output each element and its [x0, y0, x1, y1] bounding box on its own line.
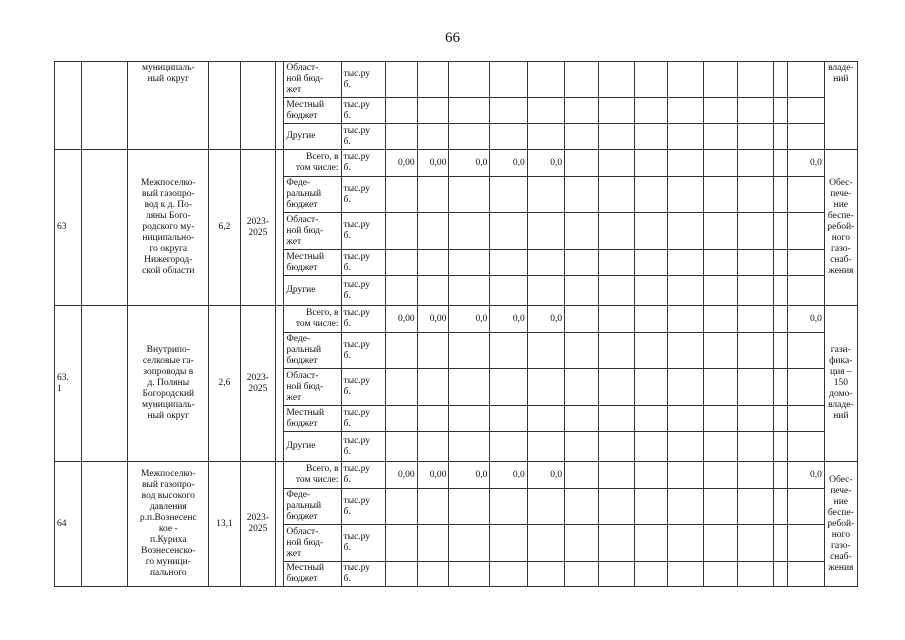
- value-cell: [490, 124, 527, 150]
- value-cell: [417, 562, 449, 587]
- value-cell: [565, 432, 598, 462]
- value-cell: [417, 525, 449, 562]
- funding-source: Другие: [284, 276, 341, 306]
- value-cell: [634, 276, 667, 306]
- value-cell: [565, 276, 598, 306]
- value-cell: [737, 525, 773, 562]
- value-cell: [417, 213, 449, 250]
- empty-cell: [81, 150, 128, 306]
- value-cell: [417, 489, 449, 525]
- value-cell: [449, 333, 490, 369]
- value-cell: [598, 276, 634, 306]
- value-cell: [787, 333, 824, 369]
- value-cell: 0,0: [490, 306, 527, 333]
- value-cell: [565, 369, 598, 406]
- value-cell: [704, 62, 737, 98]
- row-number: 63. 1: [55, 306, 82, 462]
- value-cell: [449, 213, 490, 250]
- value-cell: [634, 98, 667, 124]
- value-cell: [668, 562, 704, 587]
- unit-label: тыс.ру б.: [341, 250, 385, 276]
- value-cell: [787, 369, 824, 406]
- value-cell: [773, 369, 787, 406]
- value-cell: [787, 562, 824, 587]
- value-cell: [668, 333, 704, 369]
- value-cell: [598, 150, 634, 177]
- value-cell: [773, 333, 787, 369]
- object-name: Межпоселко- вый газопро- вод к д. По- ляны Бого- родского му- ниципально- го округа Нижегород- ской области: [128, 150, 209, 306]
- value-cell: [385, 177, 417, 213]
- value-cell: [417, 177, 449, 213]
- funding-source: Местный бюджет: [284, 406, 341, 432]
- value-cell: [385, 489, 417, 525]
- value-cell: [527, 432, 564, 462]
- value-cell: [787, 62, 824, 98]
- value-cell: [668, 62, 704, 98]
- value-cell: [773, 276, 787, 306]
- value-cell: [787, 406, 824, 432]
- value-cell: [527, 276, 564, 306]
- length-km: 2,6: [209, 306, 241, 462]
- value-cell: [598, 333, 634, 369]
- funding-source: Феде- ральный бюджет: [284, 177, 341, 213]
- value-cell: [668, 432, 704, 462]
- value-cell: [704, 276, 737, 306]
- value-cell: [490, 369, 527, 406]
- value-cell: [668, 306, 704, 333]
- funding-source: Област- ной бюд- жет: [284, 62, 341, 98]
- value-cell: [598, 562, 634, 587]
- value-cell: [668, 369, 704, 406]
- period: 2023- 2025: [240, 462, 275, 587]
- value-cell: [598, 124, 634, 150]
- funding-source: Местный бюджет: [284, 250, 341, 276]
- value-cell: [787, 489, 824, 525]
- table-row: [55, 150, 905, 177]
- value-cell: [668, 213, 704, 250]
- unit-label: тыс.ру б.: [341, 213, 385, 250]
- funding-source: Област- ной бюд- жет: [284, 369, 341, 406]
- value-cell: [527, 98, 564, 124]
- value-cell: [773, 213, 787, 250]
- unit-label: тыс.ру б.: [341, 98, 385, 124]
- value-cell: [634, 150, 667, 177]
- value-cell: [490, 177, 527, 213]
- unit-label: тыс.ру б.: [341, 462, 385, 489]
- empty-cell: [81, 462, 128, 587]
- unit-label: тыс.ру б.: [341, 150, 385, 177]
- value-cell: [490, 489, 527, 525]
- value-cell: [385, 562, 417, 587]
- value-cell: [449, 525, 490, 562]
- value-cell: [527, 406, 564, 432]
- value-cell: [417, 124, 449, 150]
- value-cell: [704, 406, 737, 432]
- value-cell: [634, 62, 667, 98]
- value-cell: 0,0: [490, 462, 527, 489]
- value-cell: [527, 213, 564, 250]
- value-cell: [737, 62, 773, 98]
- value-cell: [634, 406, 667, 432]
- unit-label: тыс.ру б.: [341, 562, 385, 587]
- value-cell: 0,0: [527, 462, 564, 489]
- funding-source: Всего, в том числе:: [284, 150, 341, 177]
- value-cell: [598, 213, 634, 250]
- funding-source: Всего, в том числе:: [284, 306, 341, 333]
- value-cell: [737, 98, 773, 124]
- value-cell: [565, 213, 598, 250]
- value-cell: [634, 562, 667, 587]
- value-cell: [598, 250, 634, 276]
- value-cell: [417, 432, 449, 462]
- value-cell: [565, 62, 598, 98]
- value-cell: 0,0: [527, 306, 564, 333]
- unit-label: тыс.ру б.: [341, 177, 385, 213]
- value-cell: [787, 250, 824, 276]
- value-cell: [490, 98, 527, 124]
- value-cell: [668, 525, 704, 562]
- value-cell: [773, 250, 787, 276]
- length-km: 6,2: [209, 150, 241, 306]
- value-cell: [773, 562, 787, 587]
- value-cell: [449, 562, 490, 587]
- value-cell: [598, 406, 634, 432]
- value-cell: [598, 432, 634, 462]
- value-cell: [634, 250, 667, 276]
- value-cell: [490, 62, 527, 98]
- value-cell: [737, 177, 773, 213]
- value-cell: 0,0: [527, 150, 564, 177]
- value-cell: [527, 124, 564, 150]
- value-cell: [634, 213, 667, 250]
- value-cell: 0,0: [787, 306, 824, 333]
- empty-cell: [81, 306, 128, 462]
- object-name: Межпоселко- вый газопро- вод высокого давления р.п.Вознесенс кое - п.Куриха Вознесенско- го муници- пального: [128, 462, 209, 587]
- period: 2023- 2025: [240, 306, 275, 462]
- result-note: Обес- пече- ние беспе- ребой- ного газо- снаб- жения: [824, 462, 857, 587]
- unit-label: тыс.ру б.: [341, 432, 385, 462]
- value-cell: [634, 124, 667, 150]
- funding-source: Местный бюджет: [284, 562, 341, 587]
- value-cell: [490, 562, 527, 587]
- value-cell: [385, 276, 417, 306]
- empty-cell: [275, 150, 284, 306]
- object-name: муниципаль- ный округ: [128, 62, 209, 150]
- value-cell: [634, 306, 667, 333]
- value-cell: [773, 306, 787, 333]
- period: 2023- 2025: [240, 150, 275, 306]
- value-cell: [737, 333, 773, 369]
- value-cell: [704, 124, 737, 150]
- value-cell: [737, 124, 773, 150]
- value-cell: [490, 213, 527, 250]
- value-cell: 0,0: [449, 306, 490, 333]
- table-body: [55, 62, 905, 587]
- value-cell: [490, 276, 527, 306]
- value-cell: [773, 462, 787, 489]
- period: [240, 62, 275, 150]
- row-number: 64: [55, 462, 82, 587]
- value-cell: [704, 432, 737, 462]
- value-cell: [565, 462, 598, 489]
- value-cell: [527, 525, 564, 562]
- value-cell: 0,0: [490, 150, 527, 177]
- value-cell: [704, 489, 737, 525]
- page-number: 66: [445, 30, 460, 46]
- funding-source: Другие: [284, 432, 341, 462]
- value-cell: 0,00: [385, 150, 417, 177]
- value-cell: 0,00: [385, 462, 417, 489]
- value-cell: [565, 525, 598, 562]
- value-cell: [598, 489, 634, 525]
- value-cell: [598, 462, 634, 489]
- value-cell: [773, 62, 787, 98]
- unit-label: тыс.ру б.: [341, 306, 385, 333]
- value-cell: [565, 250, 598, 276]
- value-cell: 0,00: [417, 150, 449, 177]
- value-cell: [449, 489, 490, 525]
- unit-label: тыс.ру б.: [341, 525, 385, 562]
- empty-cell: [275, 62, 284, 150]
- value-cell: [773, 150, 787, 177]
- value-cell: [737, 250, 773, 276]
- length-km: 13,1: [209, 462, 241, 587]
- row-number: [55, 62, 82, 150]
- value-cell: [449, 250, 490, 276]
- value-cell: [668, 250, 704, 276]
- value-cell: [385, 333, 417, 369]
- value-cell: [737, 306, 773, 333]
- value-cell: [704, 150, 737, 177]
- value-cell: [449, 98, 490, 124]
- value-cell: [668, 462, 704, 489]
- value-cell: [527, 562, 564, 587]
- value-cell: [704, 306, 737, 333]
- result-note: Обес- пече- ние беспе- ребой- ного газо- снаб- жения: [824, 150, 857, 306]
- value-cell: [598, 177, 634, 213]
- funding-source: Феде- ральный бюджет: [284, 489, 341, 525]
- value-cell: [634, 489, 667, 525]
- value-cell: [668, 489, 704, 525]
- length-km: [209, 62, 241, 150]
- value-cell: [737, 276, 773, 306]
- value-cell: [417, 333, 449, 369]
- value-cell: [565, 406, 598, 432]
- result-note: гази- фика- ция – 150 домо- владе- ний: [824, 306, 857, 462]
- value-cell: [385, 432, 417, 462]
- unit-label: тыс.ру б.: [341, 124, 385, 150]
- value-cell: [598, 98, 634, 124]
- value-cell: [385, 213, 417, 250]
- value-cell: [668, 406, 704, 432]
- unit-label: тыс.ру б.: [341, 406, 385, 432]
- value-cell: [704, 562, 737, 587]
- value-cell: [668, 124, 704, 150]
- value-cell: [449, 276, 490, 306]
- value-cell: [449, 177, 490, 213]
- value-cell: [737, 150, 773, 177]
- value-cell: [704, 525, 737, 562]
- value-cell: [737, 489, 773, 525]
- funding-source: Област- ной бюд- жет: [284, 213, 341, 250]
- value-cell: [385, 98, 417, 124]
- table-row: [55, 62, 905, 98]
- empty-cell: [275, 462, 284, 587]
- value-cell: [634, 177, 667, 213]
- value-cell: [527, 369, 564, 406]
- value-cell: [527, 62, 564, 98]
- value-cell: 0,0: [449, 462, 490, 489]
- value-cell: [417, 369, 449, 406]
- unit-label: тыс.ру б.: [341, 276, 385, 306]
- value-cell: [385, 250, 417, 276]
- value-cell: [737, 406, 773, 432]
- value-cell: 0,00: [417, 462, 449, 489]
- unit-label: тыс.ру б.: [341, 333, 385, 369]
- value-cell: [773, 177, 787, 213]
- empty-cell: [81, 62, 128, 150]
- value-cell: [598, 369, 634, 406]
- value-cell: [527, 333, 564, 369]
- value-cell: [773, 406, 787, 432]
- value-cell: [385, 124, 417, 150]
- value-cell: [417, 98, 449, 124]
- value-cell: [565, 124, 598, 150]
- value-cell: [704, 250, 737, 276]
- value-cell: [787, 213, 824, 250]
- value-cell: [737, 213, 773, 250]
- value-cell: [417, 62, 449, 98]
- value-cell: 0,0: [787, 462, 824, 489]
- value-cell: [773, 489, 787, 525]
- value-cell: [773, 124, 787, 150]
- value-cell: [787, 177, 824, 213]
- value-cell: [704, 462, 737, 489]
- value-cell: [787, 525, 824, 562]
- value-cell: [787, 276, 824, 306]
- value-cell: [668, 177, 704, 213]
- value-cell: [527, 177, 564, 213]
- value-cell: [565, 489, 598, 525]
- value-cell: [417, 276, 449, 306]
- value-cell: 0,0: [787, 150, 824, 177]
- value-cell: [634, 333, 667, 369]
- value-cell: [490, 525, 527, 562]
- value-cell: [668, 150, 704, 177]
- result-note: владе- ний: [824, 62, 857, 150]
- value-cell: [565, 306, 598, 333]
- value-cell: [385, 525, 417, 562]
- value-cell: [704, 177, 737, 213]
- row-number: 63: [55, 150, 82, 306]
- value-cell: [737, 562, 773, 587]
- funding-source: Феде- ральный бюджет: [284, 333, 341, 369]
- value-cell: [417, 406, 449, 432]
- value-cell: [527, 489, 564, 525]
- value-cell: [449, 124, 490, 150]
- funding-source: Всего, в том числе:: [284, 462, 341, 489]
- value-cell: [598, 525, 634, 562]
- value-cell: [385, 369, 417, 406]
- value-cell: [787, 432, 824, 462]
- value-cell: 0,00: [385, 306, 417, 333]
- value-cell: [385, 62, 417, 98]
- value-cell: [787, 124, 824, 150]
- table-row: [55, 306, 905, 333]
- value-cell: [449, 369, 490, 406]
- unit-label: тыс.ру б.: [341, 369, 385, 406]
- value-cell: [598, 306, 634, 333]
- value-cell: [634, 369, 667, 406]
- budget-table: [54, 61, 905, 587]
- value-cell: [449, 62, 490, 98]
- value-cell: 0,0: [449, 150, 490, 177]
- value-cell: [565, 150, 598, 177]
- object-name: Внутрипо- селковые га- зопроводы в д. Поляны Богородский муниципаль- ный округ: [128, 306, 209, 462]
- funding-source: Област- ной бюд- жет: [284, 525, 341, 562]
- funding-source: Местный бюджет: [284, 98, 341, 124]
- value-cell: [417, 250, 449, 276]
- value-cell: [565, 98, 598, 124]
- table-row: [55, 462, 905, 489]
- value-cell: [565, 333, 598, 369]
- value-cell: [704, 369, 737, 406]
- value-cell: [634, 462, 667, 489]
- value-cell: [565, 177, 598, 213]
- unit-label: тыс.ру б.: [341, 489, 385, 525]
- value-cell: [773, 525, 787, 562]
- value-cell: [527, 250, 564, 276]
- value-cell: [737, 369, 773, 406]
- funding-source: Другие: [284, 124, 341, 150]
- value-cell: 0,00: [417, 306, 449, 333]
- value-cell: [668, 276, 704, 306]
- value-cell: [704, 98, 737, 124]
- value-cell: [773, 432, 787, 462]
- value-cell: [490, 432, 527, 462]
- value-cell: [490, 333, 527, 369]
- value-cell: [704, 213, 737, 250]
- value-cell: [787, 98, 824, 124]
- value-cell: [737, 462, 773, 489]
- value-cell: [490, 250, 527, 276]
- value-cell: [565, 562, 598, 587]
- value-cell: [668, 98, 704, 124]
- value-cell: [385, 406, 417, 432]
- value-cell: [704, 333, 737, 369]
- value-cell: [634, 432, 667, 462]
- unit-label: тыс.ру б.: [341, 62, 385, 98]
- value-cell: [449, 432, 490, 462]
- value-cell: [490, 406, 527, 432]
- value-cell: [634, 525, 667, 562]
- value-cell: [737, 432, 773, 462]
- value-cell: [773, 98, 787, 124]
- value-cell: [598, 62, 634, 98]
- value-cell: [449, 406, 490, 432]
- empty-cell: [275, 306, 284, 462]
